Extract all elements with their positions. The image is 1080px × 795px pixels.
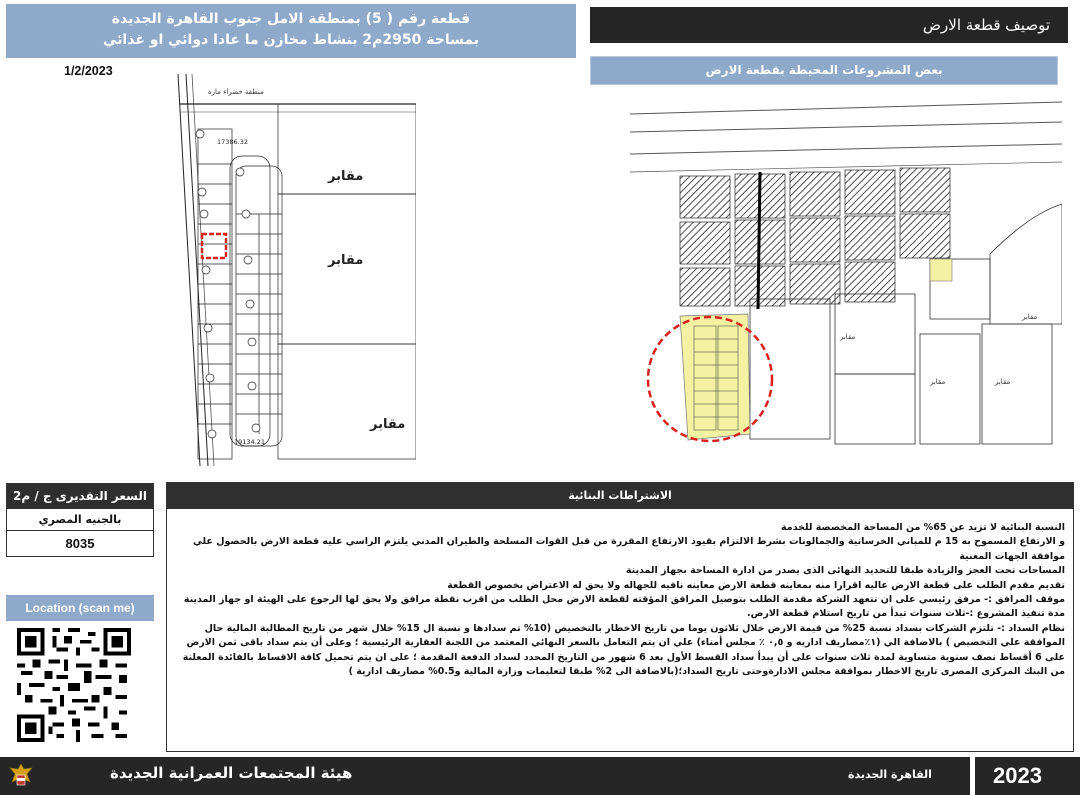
requirement-line: تقديم مقدم الطلب على قطعة الارض عاليه اقرارا منه بمعاينه قطعة الارض معاينه نافيه للجهاله ولا يحق له الاعتراض بخصوص القطعة <box>447 579 1065 591</box>
area-label-top: 17386.32 <box>217 138 249 146</box>
surrounding-projects-title: بعض المشروعات المحيطة بقطعة الارض <box>590 56 1058 85</box>
building-requirements-text <box>167 509 1073 679</box>
document-date: 1/2/2023 <box>64 64 113 78</box>
requirement-line: نظام السداد :- تلتزم الشركات بسداد نسبة 25% من قيمة الارض خلال ثلاثون يوما من تاريخ الاخطار بالتخصيص (10% تم سدادها و نسبة ال 15% خلال شهر من تاريخ المطالبة المالية حال الموافقة علي التخصيص ) بالاضافة الي (١٪مصاريف اداريه و ٠,٥ ٪ مجلس أمناء) علي ان يتم التعامل بالسعر النهائي المعتمد من اللجنة العقارية الرئيسية ؛ وعلى أن يتم سداد باقى ثمن الارض على 6 أقساط نصف سنوية متساوية لمدة ثلاث سنوات على أن يبدأ سداد القسط الأول بعد 6 شهور من التاريخ المحدد لسداد الدفعة المقدمة ؛ على ان يتم تحميل كافة الاقساط بالفائدة المعلنة من البنك المركزى المصرى تاريخ الاخطار بموافقة مجلس الادارةوحتى تاريخ السداد؛(بالاضافة الى 2% طبقا لتعليمات وزارة المالية و0.5% مصاريف ادارية ) <box>182 622 1065 678</box>
price-box <box>6 483 154 557</box>
authority-name: هيئة المجتمعات العمرانية الجديدة <box>110 764 353 782</box>
plot-title-line2: بمساحة 2950م2 بنشاط مخازن ما عادا دوائي او غذائي <box>103 32 479 48</box>
price-value: 8035 <box>65 536 95 551</box>
city-name: القاهرة الجديدة <box>848 768 932 781</box>
surrounding-map <box>630 94 1062 456</box>
footer-bar <box>0 757 1080 795</box>
plot-title <box>6 4 576 58</box>
map-label-d: مقابر <box>1022 313 1038 321</box>
site-plan-drawing <box>160 74 416 466</box>
map-label-a: مقابر <box>840 333 856 341</box>
requirement-line: و الارتفاع المسموح به 15 م للمباني الخرسانية والجمالونات بشرط الالتزام بقيود الارتفاع المقررة من قبل القوات المسلحة والطيران المدني يلتزم الراسي عليه قطعة الارض بالحصول علي موافقة الجهات المعنية <box>192 536 1065 562</box>
section-title: توصيف قطعة الارض <box>590 7 1068 43</box>
cemetery-label-2: مقابر <box>328 253 364 268</box>
map-label-c: مقابر <box>995 378 1011 386</box>
svg-text:منطقة خضراء مارة: منطقة خضراء مارة <box>208 88 264 96</box>
cemetery-label-1: مقابر <box>328 169 364 184</box>
area-label-bottom: 19134.21 <box>234 438 266 446</box>
requirement-line: النسبة البنائية لا تزيد عن 65% من المساحة المخصصة للخدمة <box>781 522 1065 533</box>
requirement-line: موقف المرافق :- مرفق رئيسي على ان تتعهد الشركة مقدمة الطلب بتوصيل المرافق المؤقته لقطعة الارض محل الطلب من اقرب نقطة مرافق ولا يحق لها الرجوع على الهيئة او جهاز المدينة <box>183 594 1065 606</box>
year-box <box>970 757 1080 795</box>
plot-title-line1: قطعة رقم ( 5) بمنطقة الامل جنوب القاهرة الجديدة <box>111 11 471 27</box>
year-label: 2023 <box>993 763 1042 788</box>
map-label-b: مقابر <box>930 378 946 386</box>
cemetery-label-3: مقابر <box>370 417 406 432</box>
building-requirements-title: الاشتراطات البنائية <box>167 483 1073 509</box>
requirement-line: المساحات تحت العجز والزيادة طبقا للتحديد النهائى الذى يصدر من ادارة المساحة بجهاز المدينة <box>625 565 1065 577</box>
eagle-emblem-icon <box>8 762 34 790</box>
price-currency: بالجنيه المصري <box>7 509 153 531</box>
building-requirements-panel <box>166 482 1074 752</box>
location-qr-code[interactable] <box>17 626 131 744</box>
location-label: Location (scan me) <box>6 595 154 621</box>
price-label: السعر التقديرى ج / م2 <box>7 484 153 509</box>
requirement-line: مدة تنفيذ المشروع :-ثلاث سنوات تبدأ من تاريخ استلام قطعة الارض. <box>747 608 1065 620</box>
